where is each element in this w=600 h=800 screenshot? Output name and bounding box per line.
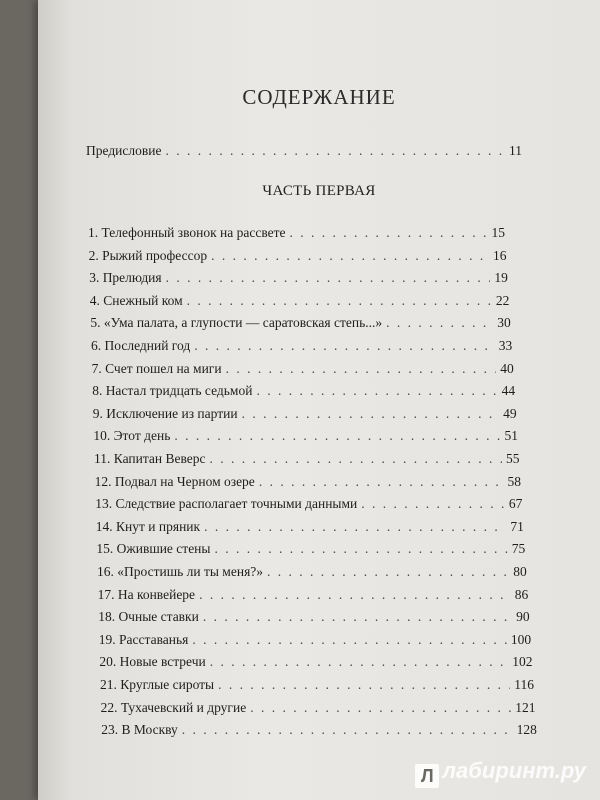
- toc-chapter-label: 21. Круглые сироты: [100, 677, 215, 692]
- toc-chapter-label: 16. «Простишь ли ты меня?»: [97, 564, 264, 579]
- leader-dots: [242, 406, 500, 422]
- toc-chapter-page: 90: [516, 609, 530, 625]
- toc-chapter-row: [96, 519, 524, 535]
- toc-chapter-page: 102: [512, 654, 533, 670]
- toc-chapter-row: [93, 406, 517, 422]
- leader-dots: [192, 632, 506, 648]
- watermark-text: лабиринт.ру: [442, 758, 586, 783]
- toc-chapter-page: 86: [514, 586, 529, 602]
- leader-dots: [214, 541, 507, 557]
- toc-chapter-row: [101, 722, 537, 738]
- toc-chapter-label: 23. В Москву: [101, 722, 178, 738]
- leader-dots: [267, 564, 509, 580]
- toc-chapter-row: [88, 225, 505, 241]
- leader-dots: [210, 451, 502, 467]
- toc-chapter-page: 33: [498, 338, 513, 353]
- toc-chapter-page: 49: [503, 405, 517, 421]
- toc-chapter-label: 1. Телефонный звонок на рассвете: [88, 225, 286, 240]
- toc-chapter-label: 14. Кнут и пряник: [95, 518, 201, 534]
- toc-chapter-row: [100, 677, 534, 693]
- toc-chapter-label: 22. Тухачевский и другие: [100, 699, 247, 715]
- toc-chapter-page: 55: [506, 451, 520, 466]
- toc-chapter-page: 30: [497, 315, 511, 331]
- toc-chapter-page: 121: [515, 699, 536, 715]
- toc-chapter-row: [94, 451, 520, 467]
- toc-chapter-page: 16: [492, 247, 507, 263]
- toc-chapter-label: 7. Счет пошел на миги: [91, 360, 222, 376]
- leader-dots: [199, 587, 511, 603]
- leader-dots: [256, 383, 497, 399]
- leader-dots: [165, 143, 505, 159]
- toc-chapter-label: 13. Следствие располагает точными данными: [95, 496, 358, 512]
- toc-chapter-label: 20. Новые встречи: [99, 654, 206, 670]
- leader-dots: [210, 654, 509, 670]
- leader-dots: [204, 519, 506, 535]
- leader-dots: [386, 315, 493, 331]
- toc-chapter-row: [93, 428, 518, 444]
- toc-chapter-page: 100: [510, 631, 532, 647]
- toc-chapter-row: [99, 632, 531, 648]
- toc-chapter-label: 17. На конвейере: [97, 586, 196, 602]
- toc-chapter-label: 12. Подвал на Черном озере: [94, 473, 255, 489]
- toc-chapter-label: 2. Рыжий профессор: [88, 247, 208, 263]
- toc-chapter-page: 128: [516, 722, 537, 738]
- toc-chapter-label: 11. Капитан Веверс: [94, 451, 206, 466]
- toc-chapter-page: 22: [495, 292, 510, 308]
- leader-dots: [290, 225, 488, 241]
- leader-dots: [194, 338, 495, 354]
- toc-preface-row: [86, 143, 522, 159]
- labirint-logo: [415, 758, 586, 788]
- part-title: ЧАСТЬ ПЕРВАЯ: [262, 183, 376, 199]
- toc-chapter-page: 58: [507, 473, 521, 489]
- toc-chapter-label: 15. Ожившие стены: [96, 541, 211, 557]
- toc-chapter-label: 6. Последний год: [91, 338, 191, 353]
- leader-dots: [361, 496, 505, 512]
- leader-dots: [226, 361, 497, 377]
- leader-dots: [166, 270, 491, 286]
- toc-chapter-page: 75: [511, 541, 526, 557]
- leader-dots: [211, 248, 489, 264]
- toc-chapter-row: [89, 270, 508, 286]
- toc-chapter-page: 80: [513, 564, 527, 579]
- toc-chapter-row: [90, 293, 510, 309]
- toc-chapter-row: [89, 248, 507, 264]
- leader-dots: [218, 677, 510, 693]
- leader-dots: [187, 293, 492, 309]
- toc-chapter-row: [101, 700, 536, 716]
- toc-chapter-label: 3. Прелюдия: [89, 270, 162, 286]
- toc-chapter-label: 19. Расставанья: [98, 631, 189, 647]
- toc-chapter-row: [97, 564, 527, 580]
- leader-dots: [259, 474, 504, 490]
- toc-chapter-page: 40: [500, 360, 514, 376]
- toc-preface-label: Предисловие: [86, 143, 162, 158]
- leader-dots: [174, 428, 500, 444]
- toc-chapter-label: 8. Настал тридцать седьмой: [92, 383, 253, 399]
- page-title: СОДЕРЖАНИЕ: [242, 85, 396, 109]
- toc-chapter-page: 44: [501, 383, 516, 399]
- toc-chapter-label: 10. Этот день: [93, 428, 171, 444]
- toc-chapter-page: 71: [510, 518, 524, 534]
- leader-dots: [182, 722, 513, 738]
- toc-chapter-row: [91, 338, 512, 354]
- toc-chapter-row: [98, 587, 529, 603]
- toc-chapter-label: 5. «Ума палата, а глупости — саратовская степь...»: [90, 315, 383, 331]
- toc-chapter-page: 15: [491, 225, 505, 240]
- toc-chapter-page: 51: [504, 428, 519, 444]
- toc-chapter-page: 19: [494, 270, 508, 286]
- leader-dots: [203, 609, 512, 625]
- toc-chapter-row: [90, 315, 510, 331]
- toc-chapter-row: [95, 496, 522, 512]
- toc-chapter-row: [96, 541, 525, 557]
- toc-chapter-row: [99, 654, 532, 670]
- labirint-logo-icon: Л: [415, 764, 439, 788]
- toc-chapter-row: [95, 474, 521, 490]
- toc-preface-page: 11: [509, 143, 522, 158]
- toc-chapter-label: 18. Очные ставки: [98, 609, 199, 625]
- toc-chapter-page: 67: [508, 496, 523, 512]
- toc-chapter-row: [92, 361, 514, 377]
- toc-chapter-label: 4. Снежный ком: [89, 292, 183, 308]
- toc-chapter-page: 116: [514, 677, 534, 692]
- toc-chapter-label: 9. Исключение из партии: [92, 405, 238, 421]
- leader-dots: [250, 700, 511, 716]
- toc-chapter-row: [92, 383, 515, 399]
- toc-chapter-row: [98, 609, 529, 625]
